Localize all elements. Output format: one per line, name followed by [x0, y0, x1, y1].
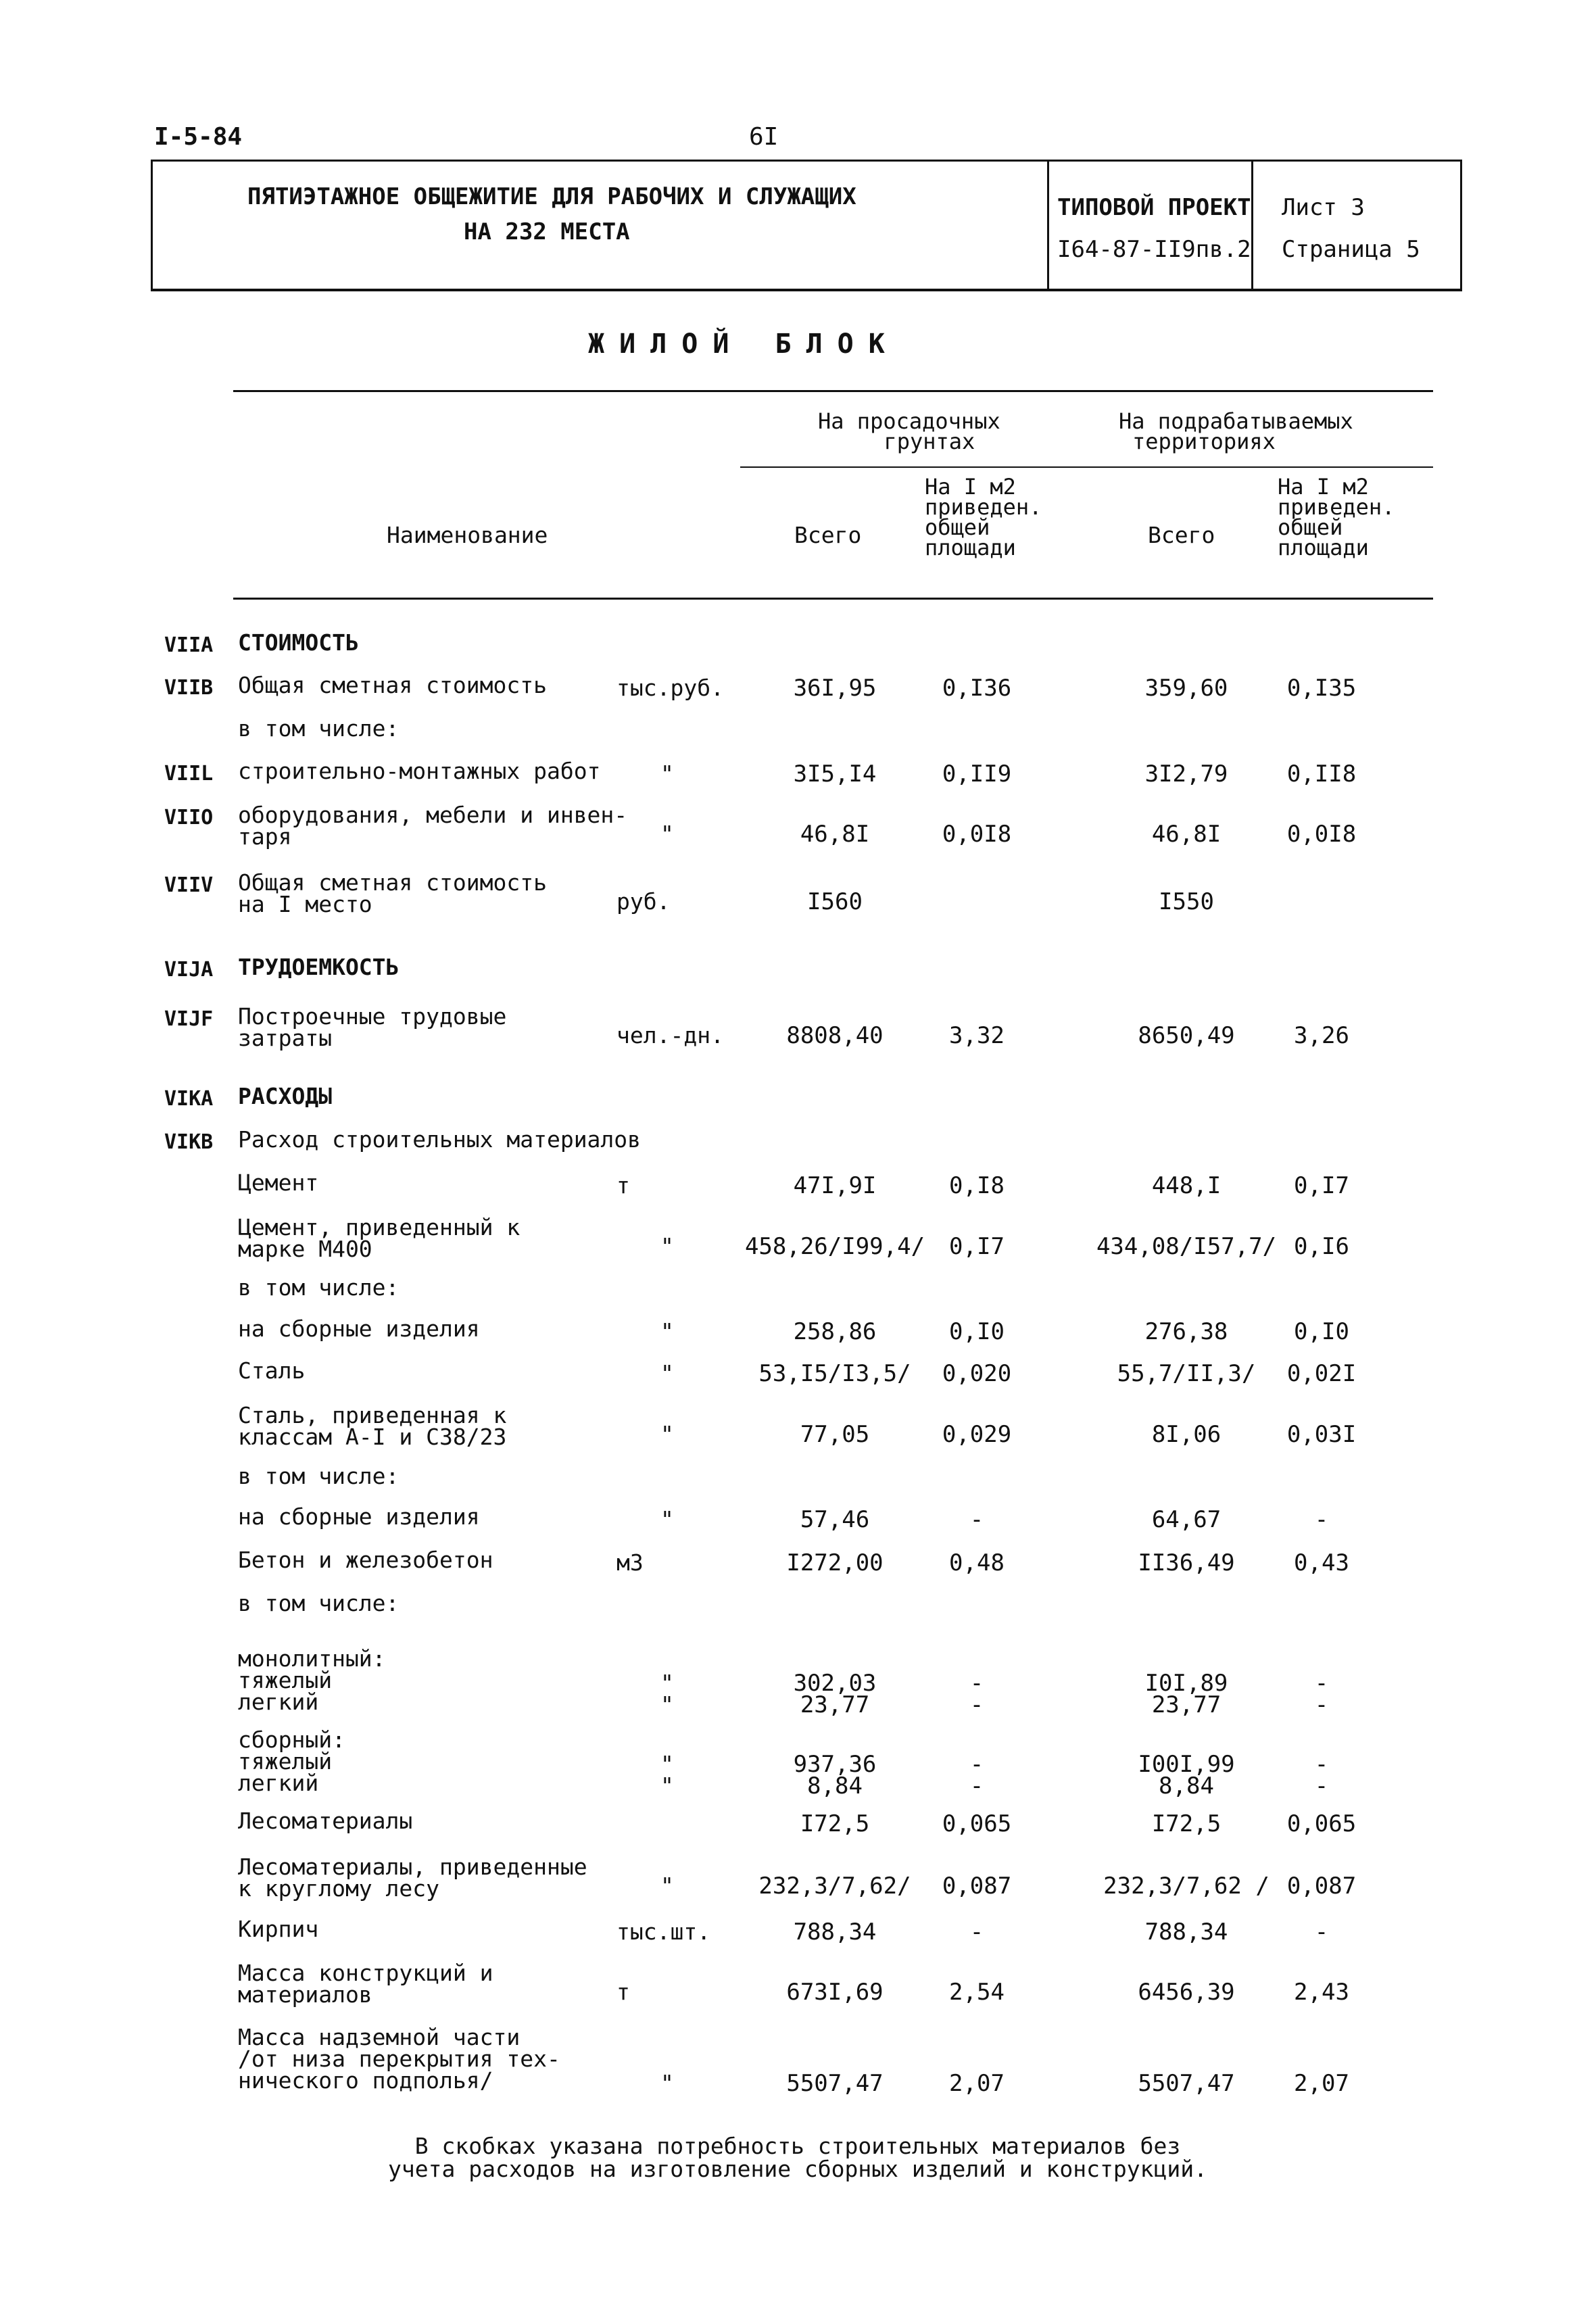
row-label-line: в том числе:	[238, 715, 400, 742]
row-label-line: /от низа перекрытия тех-	[238, 2046, 560, 2072]
row-label-line: тяжелый	[238, 1748, 333, 1775]
table-cell-value: -	[969, 1691, 984, 1718]
table-cell-value: I550	[1159, 888, 1214, 915]
table-cell-value: -	[1314, 1919, 1329, 1946]
project-title-line1: ПЯТИЭТАЖНОЕ ОБЩЕЖИТИЕ ДЛЯ РАБОЧИХ И СЛУЖАЩИХ	[247, 183, 856, 210]
row-label-line: Общая сметная стоимость	[238, 672, 547, 698]
table-cell-value: -	[969, 1751, 984, 1778]
row-label-line: монолитный:	[238, 1645, 386, 1672]
row-unit: "	[660, 1506, 674, 1533]
per-m2-line1: На I м2	[925, 474, 1016, 500]
row-unit: "	[660, 1873, 674, 1899]
row-unit: "	[660, 1691, 674, 1718]
table-cell-value: 232,3/7,62/	[758, 1873, 911, 1900]
table-cell-value: 232,3/7,62 /	[1103, 1873, 1269, 1900]
table-top-rule	[233, 390, 1433, 392]
row-label	[238, 715, 400, 742]
title-block-divider	[1251, 162, 1253, 291]
row-label	[238, 1645, 386, 1715]
table-cell-value: 55,7/II,3/	[1117, 1360, 1256, 1387]
row-label-line: Расход строительных материалов	[238, 1126, 642, 1153]
row-label-line: в том числе:	[238, 1590, 400, 1616]
document-code: I-5-84	[154, 123, 243, 151]
per-m2-header-2	[1278, 474, 1395, 560]
row-label	[238, 1318, 480, 1340]
table-cell-value: 46,8I	[800, 821, 870, 848]
row-code: VIKB	[164, 1130, 214, 1154]
footnote	[358, 2135, 1237, 2181]
table-cell-value: -	[1314, 1506, 1329, 1533]
row-code: VIIA	[164, 633, 214, 657]
row-label	[238, 1357, 306, 1384]
per-m2-line3: общей	[1278, 514, 1343, 540]
row-label	[238, 1003, 507, 1051]
table-header-rule	[233, 598, 1433, 600]
row-label-line: на сборные изделия	[238, 1316, 480, 1342]
table-cell-value: 2,43	[1294, 1979, 1349, 2006]
footnote-line1: В скобках указана потребность строительных материалов без	[414, 2133, 1181, 2159]
table-cell-value: 2,54	[949, 1979, 1005, 2006]
per-m2-line4: площади	[925, 535, 1016, 560]
table-cell-value: 788,34	[793, 1919, 877, 1946]
table-cell-value: 6456,39	[1138, 1979, 1235, 2006]
row-label-line: Бетон и железобетон	[238, 1547, 493, 1573]
group-underline	[740, 466, 1433, 468]
row-unit: "	[660, 1772, 674, 1799]
row-code: VIJF	[164, 1007, 214, 1031]
row-label	[238, 1463, 400, 1489]
table-cell-value: I72,5	[1151, 1810, 1222, 1837]
project-title-line2: НА 232 МЕСТА	[464, 218, 630, 245]
per-m2-line4: площади	[1278, 535, 1369, 560]
table-cell-value: 5507,47	[1138, 2070, 1235, 2097]
row-label-line: РАСХОДЫ	[238, 1083, 333, 1109]
table-cell-value: 0,0I8	[942, 821, 1012, 848]
page-label: Страница 5	[1282, 236, 1420, 263]
table-cell-value: 0,065	[942, 1810, 1012, 1837]
per-m2-line2: приведен.	[925, 494, 1042, 520]
table-cell-value: -	[1314, 1772, 1329, 1800]
table-cell-value: 0,48	[949, 1549, 1005, 1576]
section-heading: ЖИЛОЙ БЛОК	[588, 329, 900, 360]
row-label-line: на I место	[238, 891, 372, 917]
row-unit: м3	[616, 1549, 644, 1576]
row-label-line: Сталь, приведенная к	[238, 1402, 507, 1428]
row-label-line: Лесоматериалы, приведенные	[238, 1854, 587, 1880]
row-label-line: Цемент	[238, 1169, 319, 1196]
per-m2-line3: общей	[925, 514, 990, 540]
row-label	[238, 1214, 521, 1262]
table-cell-value: 8,84	[807, 1772, 863, 1800]
table-cell-value: 8I,06	[1151, 1421, 1222, 1448]
row-label	[238, 672, 547, 698]
table-cell-value: 0,I7	[949, 1233, 1005, 1260]
table-cell-value: 302,03	[793, 1670, 877, 1697]
group1-header-line2: грунтах	[884, 429, 975, 454]
row-label	[238, 1590, 400, 1616]
row-unit: "	[660, 1360, 674, 1386]
row-label	[238, 1916, 319, 1942]
table-cell-value: I272,00	[786, 1549, 884, 1576]
row-label-line: Масса конструкций и	[238, 1960, 493, 1986]
footnote-line2: учета расходов на изготовление сборных изделий и конструкций.	[388, 2156, 1207, 2182]
table-cell-value: 2,07	[1294, 2070, 1349, 2097]
table-cell-value: 0,0I8	[1286, 821, 1357, 848]
row-label-line: Сталь	[238, 1357, 306, 1384]
row-code: VIIO	[164, 806, 214, 829]
row-label-line: Масса надземной части	[238, 2024, 521, 2050]
row-label	[238, 758, 601, 784]
name-column-header: Наименование	[387, 522, 548, 548]
row-label-line: классам А-I и С38/23	[238, 1424, 507, 1450]
table-cell-value: 8808,40	[786, 1022, 884, 1049]
table-cell-value: 77,05	[800, 1421, 870, 1448]
page-number: 6I	[749, 123, 779, 151]
table-cell-value: 57,46	[800, 1506, 870, 1533]
group1-header-line1: На просадочных	[818, 408, 1000, 434]
row-label	[238, 1126, 642, 1153]
row-code: VIKA	[164, 1087, 214, 1111]
row-label-line: материалов	[238, 1981, 372, 2008]
sheet-number: Лист 3	[1282, 194, 1365, 221]
table-cell-value: 0,43	[1294, 1549, 1349, 1576]
table-cell-value: 673I,69	[786, 1979, 884, 2006]
row-label	[238, 1729, 345, 1794]
title-block-bottom-border	[151, 289, 1462, 291]
table-cell-value: 0,029	[942, 1421, 1012, 1448]
row-label-line: на сборные изделия	[238, 1503, 480, 1530]
row-label-line: таря	[238, 823, 292, 850]
table-cell-value: 3,26	[1294, 1022, 1349, 1049]
table-cell-value: 0,087	[942, 1873, 1012, 1900]
per-m2-line1: На I м2	[1278, 474, 1369, 500]
table-cell-value: 276,38	[1144, 1318, 1228, 1345]
row-label	[238, 1549, 493, 1571]
row-label-line: тяжелый	[238, 1667, 333, 1693]
row-label	[238, 869, 547, 917]
row-label-line: легкий	[238, 1689, 319, 1715]
row-unit: тыс.руб.	[616, 675, 724, 701]
row-unit: "	[660, 1233, 674, 1259]
table-cell-value: 788,34	[1144, 1919, 1228, 1946]
table-cell-value: 2,07	[949, 2070, 1005, 2097]
row-label-line: к круглому лесу	[238, 1875, 440, 1902]
row-label	[238, 954, 400, 980]
row-label	[238, 804, 627, 848]
row-unit: "	[660, 2070, 674, 2096]
table-cell-value: 448,I	[1151, 1172, 1222, 1199]
table-cell-value: 0,I36	[942, 675, 1012, 702]
table-cell-value: -	[969, 1670, 984, 1697]
table-cell-value: I0I,89	[1144, 1670, 1228, 1697]
row-label-line: Лесоматериалы	[238, 1808, 413, 1834]
row-unit: тыс.шт.	[616, 1919, 711, 1945]
table-cell-value: I560	[807, 888, 863, 915]
table-cell-value: 36I,95	[793, 675, 877, 702]
table-cell-value: 47I,9I	[793, 1172, 877, 1199]
table-cell-value: 0,I7	[1294, 1172, 1349, 1199]
row-label	[238, 1169, 319, 1196]
row-label-line: в том числе:	[238, 1463, 400, 1489]
row-unit: руб.	[616, 888, 671, 915]
row-label	[238, 629, 359, 656]
table-cell-value: 0,I35	[1286, 675, 1357, 702]
project-type-label: ТИПОВОЙ ПРОЕКТ	[1057, 194, 1251, 221]
table-cell-value: 46,8I	[1151, 821, 1222, 848]
row-code: VIIB	[164, 676, 214, 700]
title-block-divider	[1047, 162, 1049, 291]
table-cell-value: 458,26/I99,4/	[744, 1233, 925, 1260]
table-cell-value: 0,03I	[1286, 1421, 1357, 1448]
row-label-line: сборный:	[238, 1727, 345, 1753]
table-cell-value: 8,84	[1159, 1772, 1214, 1800]
table-cell-value: 0,II8	[1286, 761, 1357, 788]
title-block	[151, 160, 1462, 291]
row-label-line: Кирпич	[238, 1916, 319, 1942]
table-cell-value: 3,32	[949, 1022, 1005, 1049]
row-unit: "	[660, 821, 674, 847]
row-label	[238, 1402, 507, 1450]
table-cell-value: I72,5	[800, 1810, 870, 1837]
row-label-line: в том числе:	[238, 1274, 400, 1301]
table-cell-value: 53,I5/I3,5/	[758, 1360, 911, 1387]
group1-header	[818, 408, 1000, 454]
table-cell-value: 64,67	[1151, 1506, 1222, 1533]
table-cell-value: 3I5,I4	[793, 761, 877, 788]
row-label	[238, 1810, 412, 1832]
table-cell-value: II36,49	[1138, 1549, 1235, 1576]
row-label-line: марке М400	[238, 1236, 372, 1262]
table-cell-value: 0,I8	[949, 1172, 1005, 1199]
row-label-line: затраты	[238, 1025, 333, 1051]
group2-header-line1: На подрабатываемых	[1119, 408, 1353, 434]
row-label-line: оборудования, мебели и инвен-	[238, 802, 628, 828]
group2-header-line2: территориях	[1132, 429, 1276, 454]
table-cell-value: 258,86	[793, 1318, 877, 1345]
table-cell-value: 937,36	[793, 1751, 877, 1778]
table-cell-value: 359,60	[1144, 675, 1228, 702]
total-header-2: Всего	[1148, 522, 1215, 548]
row-label	[238, 1503, 480, 1530]
row-label-line: нического подполья/	[238, 2067, 493, 2094]
project-number: I64-87-II9пв.2	[1057, 236, 1251, 263]
table-cell-value: 0,087	[1286, 1873, 1357, 1900]
row-unit: "	[660, 761, 674, 787]
total-header-1: Всего	[794, 522, 862, 548]
row-unit: "	[660, 1421, 674, 1447]
row-label-line: Общая сметная стоимость	[238, 869, 547, 896]
table-cell-value: 8650,49	[1138, 1022, 1235, 1049]
row-label	[238, 1083, 333, 1109]
table-cell-value: 0,020	[942, 1360, 1012, 1387]
row-label-line: СТОИМОСТЬ	[238, 629, 359, 656]
table-cell-value: 5507,47	[786, 2070, 884, 2097]
table-cell-value: -	[969, 1506, 984, 1533]
row-code: VIIV	[164, 873, 214, 897]
table-cell-value: 23,77	[1151, 1691, 1222, 1718]
row-code: VIIL	[164, 762, 214, 786]
row-label	[238, 2024, 560, 2094]
table-cell-value: -	[1314, 1670, 1329, 1697]
table-cell-value: 23,77	[800, 1691, 870, 1718]
row-unit: т	[616, 1979, 630, 2005]
table-cell-value: I00I,99	[1138, 1751, 1235, 1778]
group2-header	[1119, 408, 1353, 454]
table-cell-value: 0,I6	[1294, 1233, 1349, 1260]
table-cell-value: 0,065	[1286, 1810, 1357, 1837]
per-m2-header-1	[925, 474, 1042, 560]
row-unit: "	[660, 1318, 674, 1345]
table-cell-value: 3I2,79	[1144, 761, 1228, 788]
table-cell-value: 0,I0	[1294, 1318, 1349, 1345]
row-label-line: легкий	[238, 1770, 319, 1796]
table-cell-value: -	[1314, 1751, 1329, 1778]
row-label-line: строительно-монтажных работ	[238, 758, 601, 784]
table-cell-value: 0,02I	[1286, 1360, 1357, 1387]
row-label	[238, 1962, 493, 2006]
table-cell-value: 0,II9	[942, 761, 1012, 788]
row-label	[238, 1274, 400, 1301]
table-cell-value: -	[969, 1919, 984, 1946]
table-cell-value: -	[1314, 1691, 1329, 1718]
row-label-line: Цемент, приведенный к	[238, 1214, 521, 1240]
row-code: VIJA	[164, 958, 214, 982]
row-unit: т	[616, 1172, 630, 1199]
table-cell-value: -	[969, 1772, 984, 1800]
table-cell-value: 434,08/I57,7/	[1096, 1233, 1277, 1260]
row-unit: "	[660, 1670, 674, 1696]
row-label	[238, 1856, 587, 1900]
per-m2-line2: приведен.	[1278, 494, 1395, 520]
row-unit: чел.-дн.	[616, 1022, 724, 1048]
row-unit: "	[660, 1751, 674, 1777]
row-label-line: Построечные трудовые	[238, 1003, 507, 1030]
table-cell-value: 0,I0	[949, 1318, 1005, 1345]
row-label-line: ТРУДОЕМКОСТЬ	[238, 954, 400, 980]
